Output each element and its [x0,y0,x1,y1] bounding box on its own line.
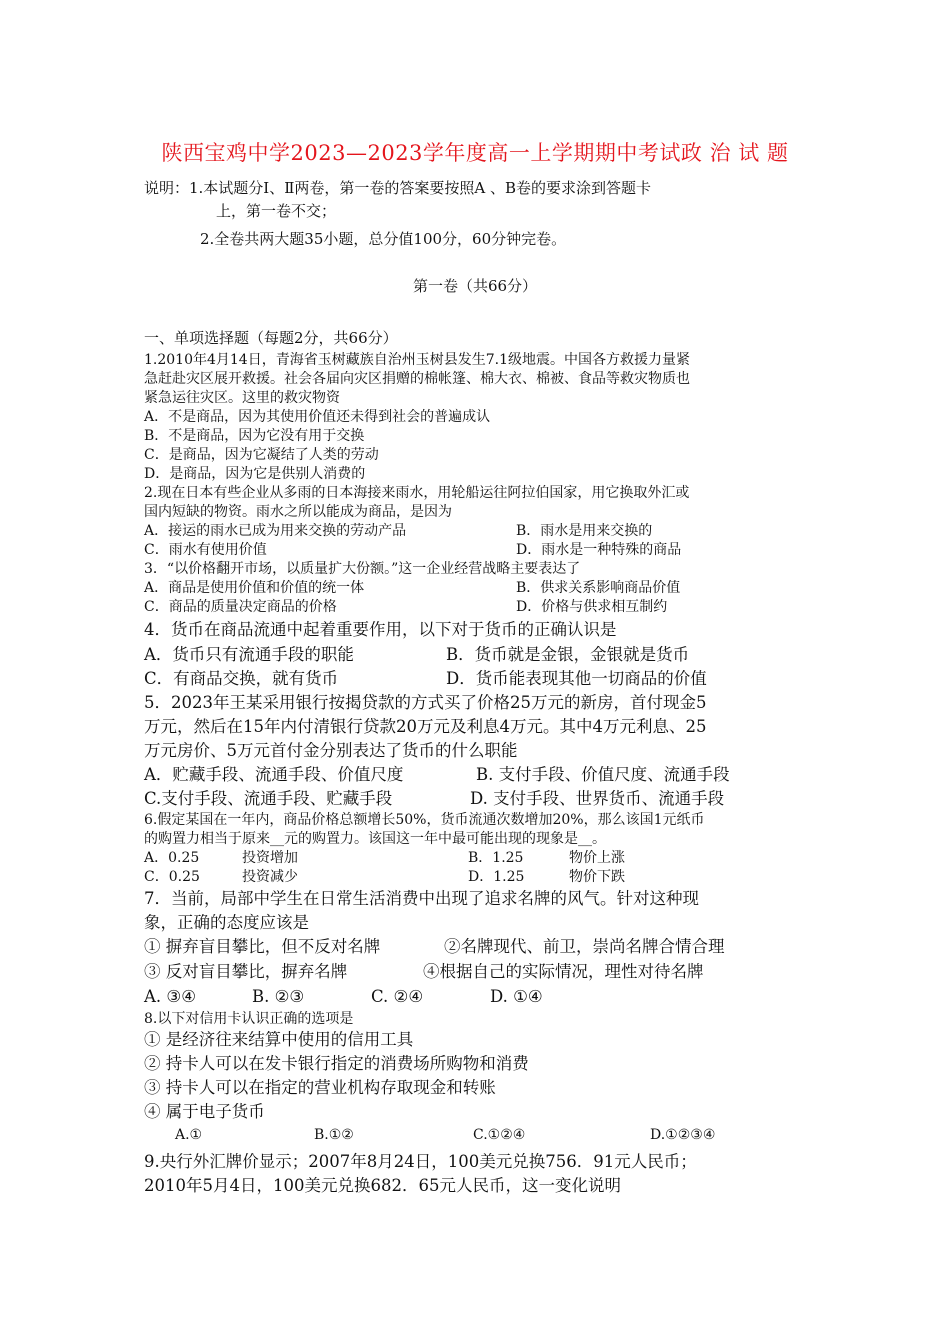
q3-option-a: A．商品是使用价值和价值的统一体 [144,580,365,596]
note-line-1: 说明：1.本试题分Ⅰ、Ⅱ两卷，第一卷的答案要按照A 、B卷的要求涂到答题卡 [144,179,652,197]
q6-option-c-effect: 投资减少 [242,869,298,885]
q8-statement-2: ② 持卡人可以在发卡银行指定的消费场所购物和消费 [144,1054,529,1073]
q5-stem-line-3: 万元房价、5万元首付金分别表达了货币的什么职能 [144,741,518,760]
q8-statement-3: ③ 持卡人可以在指定的营业机构存取现金和转账 [144,1078,496,1097]
q6-stem-line-1: 6.假定某国在一年内，商品价格总额增长50%，货币流通次数增加20%，那么该国1元纸币 [144,812,705,828]
q6-option-d-value: D．1.25 [468,869,525,885]
q3-option-b: B．供求关系影响商品价值 [516,580,681,596]
q3-option-d: D．价格与供求相互制约 [516,599,668,615]
q3-stem: 3．“以价格翻开市场，以质量扩大份额。”这一企业经营战略主要表达了 [144,561,581,577]
q2-stem-line-2: 国内短缺的物资。雨水之所以能成为商品，是因为 [144,504,452,520]
q1-stem-line-1: 1.2010年4月14日，青海省玉树藏族自治州玉树县发生7.1级地震。中国各方救援力量紧 [144,352,690,368]
q1-stem-line-2: 急赶赴灾区展开救援。社会各届向灾区捐赠的棉帐篷、棉大衣、棉被、食品等救灾物质也 [144,371,690,387]
q8-statement-4: ④ 属于电子货币 [144,1102,265,1121]
q9-stem-line-2: 2010年5月4日，100美元兑换682．65元人民币，这一变化说明 [144,1176,621,1195]
q8-option-c: C.①②④ [473,1127,526,1143]
q5-option-a: A．贮藏手段、流通手段、价值尺度 [144,765,404,784]
q6-option-b-value: B．1.25 [468,850,524,866]
q2-option-b: B．雨水是用来交换的 [516,523,653,539]
q5-option-b: B. 支付手段、价值尺度、流通手段 [476,765,730,784]
section-1-title: 一、单项选择题（每题2分，共66分） [144,329,398,347]
q5-stem-line-1: 5．2023年王某采用银行按揭贷款的方式买了价格25万元的新房，首付现金5 [144,693,707,712]
q6-option-a-effect: 投资增加 [242,850,298,866]
q4-option-b: B．货币就是金银，金银就是货币 [446,645,690,664]
q2-option-c: C．雨水有使用价值 [144,542,267,558]
q3-option-c: C．商品的质量决定商品的价格 [144,599,337,615]
part-1-title: 第一卷（共66分） [412,277,538,295]
q1-option-b: B．不是商品，因为它没有用于交换 [144,428,365,444]
q7-statement-2: ②名牌现代、前卫，崇尚名牌合情合理 [444,937,725,956]
q9-stem-line-1: 9.央行外汇牌价显示；2007年8月24日，100美元兑换756．91元人民币； [144,1152,697,1171]
q4-option-c: C．有商品交换，就有货币 [144,669,339,688]
q8-option-b: B.①② [314,1127,354,1143]
q4-option-d: D．货币能表现其他一切商品的价值 [446,669,707,688]
q2-option-a: A．接运的雨水已成为用来交换的劳动产品 [144,523,407,539]
q8-option-d: D.①②③④ [650,1127,716,1143]
q7-option-b: B. ②③ [252,987,305,1006]
note-line-2: 2.全卷共两大题35小题，总分值100分，60分钟完卷。 [200,230,567,248]
q6-stem-line-2: 的购置力相当于原来__元的购置力。该国这一年中最可能出现的现象是__。 [144,831,606,847]
q1-stem-line-3: 紧急运往灾区。这里的救灾物资 [144,390,340,406]
exam-title: 陕西宝鸡中学2023—2023学年度高一上学期期中考试政 治 试 题 [161,141,789,165]
q6-option-c-value: C．0.25 [144,869,200,885]
q1-option-a: A．不是商品，因为其使用价值还未得到社会的普遍成认 [144,409,491,425]
q8-statement-1: ① 是经济往来结算中使用的信用工具 [144,1030,414,1049]
q2-stem-line-1: 2.现在日本有些企业从多雨的日本海接来雨水，用轮船运往阿拉伯国家，用它换取外汇或 [144,485,690,501]
q5-option-c: C.支付手段、流通手段、贮藏手段 [144,789,393,808]
note-line-1-cont: 上，第一卷不交； [216,202,337,220]
q5-option-d: D. 支付手段、世界货币、流通手段 [470,789,725,808]
q6-option-a-value: A．0.25 [144,850,200,866]
q2-option-d: D．雨水是一种特殊的商品 [516,542,682,558]
q7-option-a: A. ③④ [144,987,196,1006]
q8-stem: 8.以下对信用卡认识正确的选项是 [144,1011,354,1027]
q8-option-a: A.① [175,1127,203,1143]
q1-option-c: C．是商品，因为它凝结了人类的劳动 [144,447,379,463]
q7-stem-line-2: 象，正确的态度应该是 [144,913,309,932]
q7-stem-line-1: 7．当前，局部中学生在日常生活消费中出现了追求名牌的风气。针对这种现 [144,889,699,908]
q4-stem: 4．货币在商品流通中起着重要作用，以下对于货币的正确认识是 [144,620,617,639]
q4-option-a: A．货币只有流通手段的职能 [144,645,354,664]
q7-statement-1: ① 摒弃盲目攀比，但不反对名牌 [144,937,381,956]
q6-option-d-effect: 物价下跌 [569,869,625,885]
q7-option-c: C. ②④ [371,987,424,1006]
q1-option-d: D．是商品，因为它是供别人消费的 [144,466,366,482]
q7-option-d: D. ①④ [490,987,543,1006]
q5-stem-line-2: 万元，然后在15年内付清银行贷款20万元及利息4万元。其中4万元利息、25 [144,717,707,736]
q6-option-b-effect: 物价上涨 [569,850,625,866]
q7-statement-3: ③ 反对盲目攀比，摒弃名牌 [144,962,348,981]
q7-statement-4: ④根据自己的实际情况，理性对待名牌 [423,962,704,981]
